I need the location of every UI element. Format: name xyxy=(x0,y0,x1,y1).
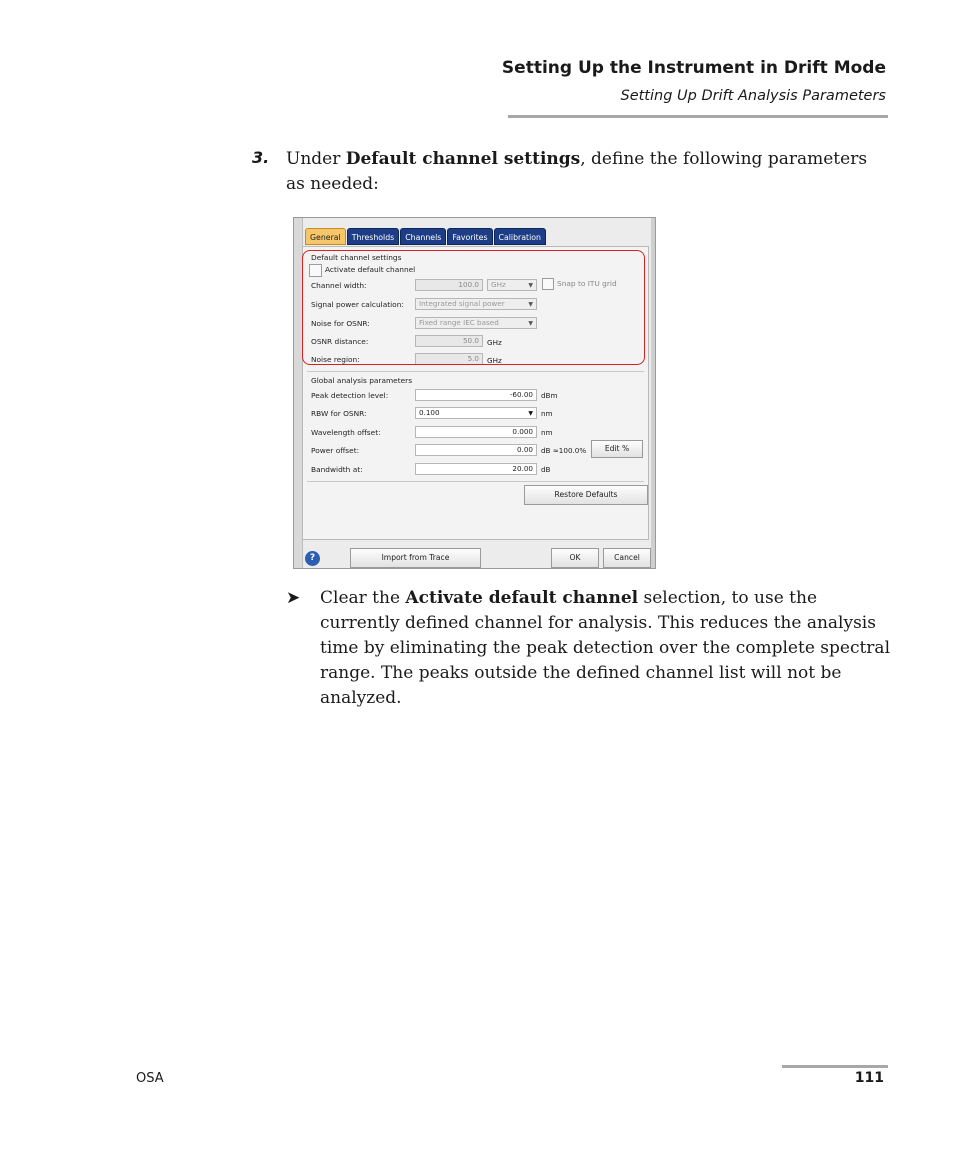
channel-width-label: Channel width: xyxy=(311,281,367,290)
tab-calibration[interactable]: Calibration xyxy=(494,228,546,245)
running-header-subtitle: Setting Up Drift Analysis Parameters xyxy=(620,88,886,104)
channel-width-field[interactable]: 100.0 xyxy=(415,279,483,291)
noise-region-unit: GHz xyxy=(487,356,502,365)
noise-osnr-label: Noise for OSNR: xyxy=(311,319,370,328)
bandwidth-label: Bandwidth at: xyxy=(311,465,363,474)
osnr-distance-label: OSNR distance: xyxy=(311,337,369,346)
page-number: 111 xyxy=(854,1070,884,1086)
global-analysis-section-title: Global analysis parameters xyxy=(311,376,413,385)
default-channel-section-title: Default channel settings xyxy=(311,253,402,262)
chevron-down-icon: ▼ xyxy=(528,320,533,327)
noise-osnr-value: Fixed range IEC based xyxy=(419,318,499,327)
tab-favorites[interactable]: Favorites xyxy=(447,228,492,245)
tab-strip xyxy=(305,228,547,246)
peak-detection-field[interactable]: -60.00 xyxy=(415,389,537,401)
rbw-label: RBW for OSNR: xyxy=(311,409,367,418)
channel-width-unit-value: GHz xyxy=(491,280,506,289)
highlight-outline xyxy=(302,250,645,365)
running-header-title: Setting Up the Instrument in Drift Mode xyxy=(501,58,886,78)
signal-power-label: Signal power calculation: xyxy=(311,300,404,309)
rbw-value: 0.100 xyxy=(419,408,440,417)
noise-region-label: Noise region: xyxy=(311,355,360,364)
import-from-trace-button[interactable]: Import from Trace xyxy=(350,548,481,568)
bandwidth-field[interactable]: 20.00 xyxy=(415,463,537,475)
rbw-unit: nm xyxy=(541,409,553,418)
chevron-down-icon: ▼ xyxy=(528,301,533,308)
power-offset-unit: dB ≈100.0% xyxy=(541,446,587,455)
osnr-distance-unit: GHz xyxy=(487,338,502,347)
noise-region-field[interactable]: 5.0 xyxy=(415,353,483,365)
rbw-select[interactable] xyxy=(415,407,537,419)
chevron-down-icon: ▼ xyxy=(528,410,533,417)
step-number: 3. xyxy=(252,148,270,167)
dialog-right-strip xyxy=(651,218,655,568)
bullet-bold: Activate default channel xyxy=(405,588,639,608)
wavelength-offset-label: Wavelength offset: xyxy=(311,428,381,437)
header-rule xyxy=(508,115,888,118)
power-offset-field[interactable]: 0.00 xyxy=(415,444,537,456)
step-bold: Default channel settings xyxy=(345,149,581,169)
snap-itu-label: Snap to ITU grid xyxy=(557,279,617,288)
peak-detection-label: Peak detection level: xyxy=(311,391,389,400)
edit-percent-button[interactable]: Edit % xyxy=(591,440,643,458)
step-text xyxy=(286,147,886,197)
section-separator xyxy=(307,481,644,482)
cancel-button[interactable]: Cancel xyxy=(603,548,651,568)
help-icon[interactable]: ? xyxy=(305,551,320,566)
footer-product: OSA xyxy=(136,1071,164,1086)
tab-general[interactable]: General xyxy=(305,228,346,245)
signal-power-value: Integrated signal power xyxy=(419,299,505,308)
osnr-distance-field[interactable]: 50.0 xyxy=(415,335,483,347)
settings-dialog-screenshot xyxy=(293,217,656,569)
activate-default-channel-label: Activate default channel xyxy=(325,265,416,274)
ok-button[interactable]: OK xyxy=(551,548,599,568)
bullet-prefix: Clear the xyxy=(320,588,406,608)
wavelength-offset-field[interactable]: 0.000 xyxy=(415,426,537,438)
section-separator xyxy=(307,371,644,372)
step-suffix: , define the following parameters as needed: xyxy=(286,149,868,194)
restore-defaults-button[interactable]: Restore Defaults xyxy=(524,485,648,505)
peak-detection-unit: dBm xyxy=(541,391,558,400)
chevron-down-icon: ▼ xyxy=(528,282,533,289)
step-prefix: Under xyxy=(286,149,346,169)
tab-channels[interactable]: Channels xyxy=(400,228,446,245)
footer-rule xyxy=(782,1065,888,1068)
wavelength-offset-unit: nm xyxy=(541,428,553,437)
tab-thresholds[interactable]: Thresholds xyxy=(347,228,400,245)
bullet-suffix: selection, to use the currently defined channel for analysis. This reduces the analysis time by eliminating the peak detection over the complete spectral range. The peaks outside the defined channel list will not be analyzed. xyxy=(320,588,891,708)
bullet-arrow-icon: ➤ xyxy=(286,588,301,608)
bandwidth-unit: dB xyxy=(541,465,551,474)
power-offset-label: Power offset: xyxy=(311,446,360,455)
bullet-text xyxy=(320,586,890,711)
